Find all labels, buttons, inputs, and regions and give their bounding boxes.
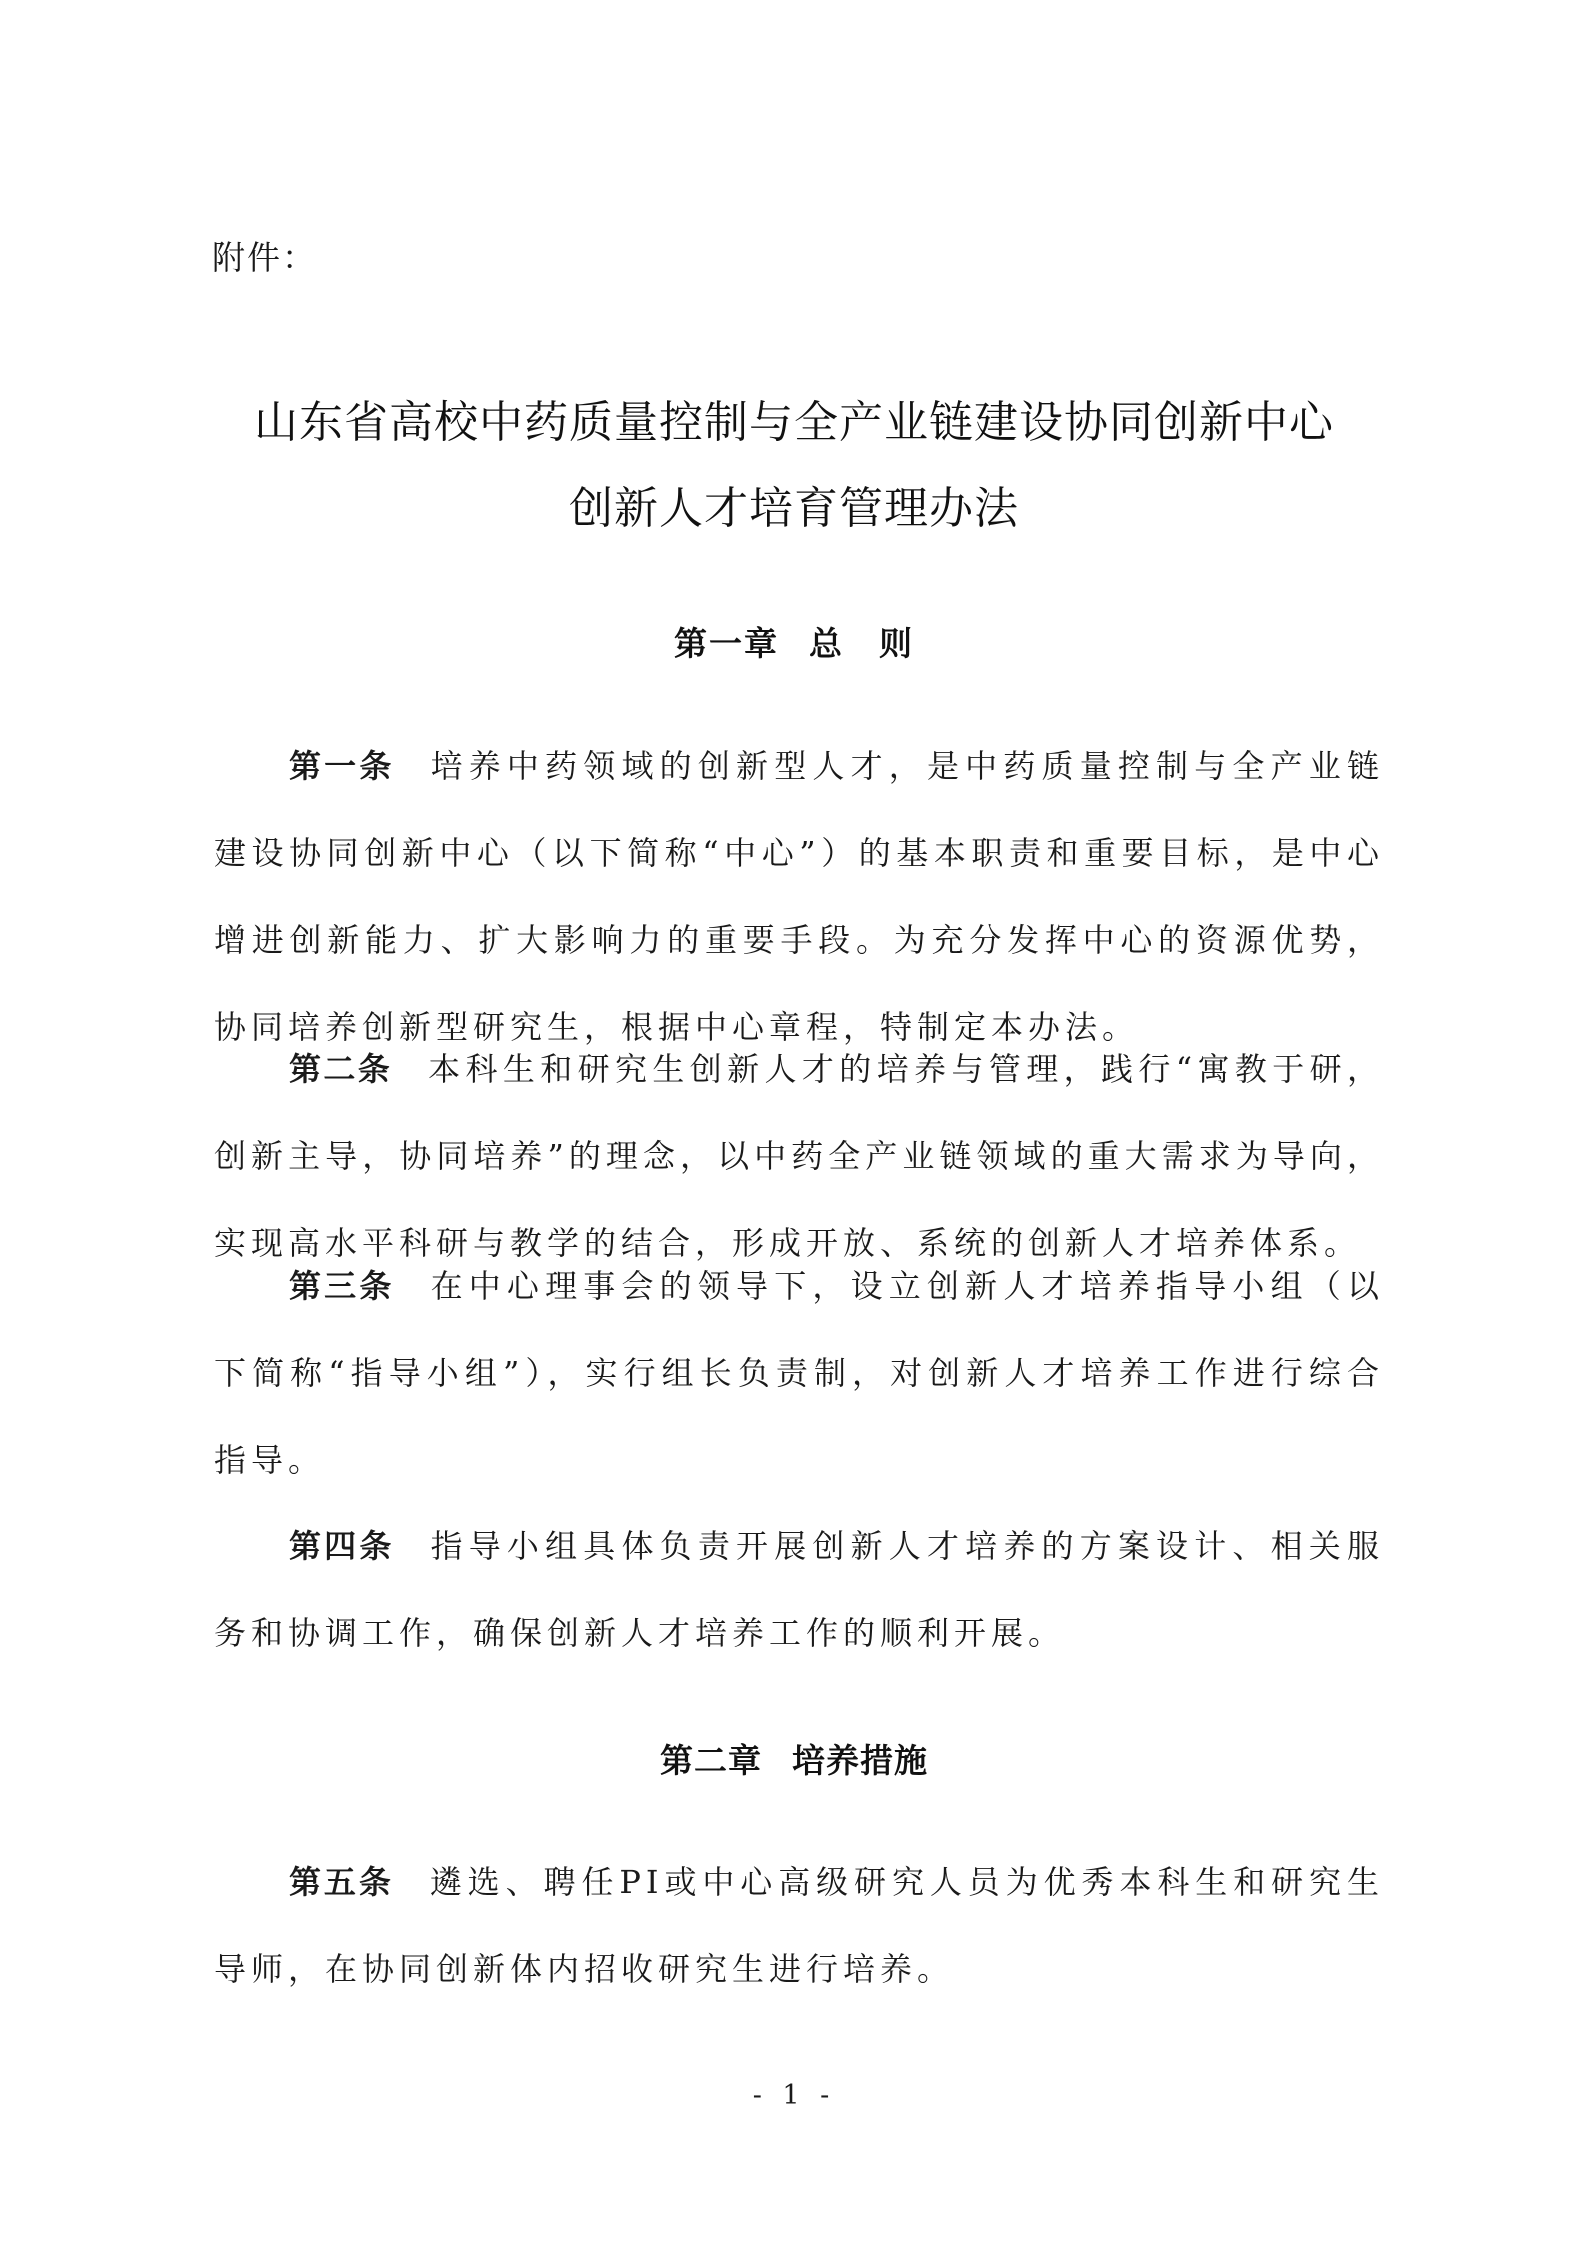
chapter-name: 培养措施 xyxy=(792,1741,928,1780)
article-text: 在中心理事会的领导下，设立创新人才培养指导小组（以下简称“指导小组”），实行组长负责制，对创新人才培养工作进行综合指导。 xyxy=(214,1267,1384,1479)
article-text: 培养中药领域的创新型人才，是中药质量控制与全产业链建设协同创新中心（以下简称“中心”）的基本职责和重要目标，是中心增进创新能力、扩大影响力的重要手段。为充分发挥中心的资源优势，协同培养创新型研究生，根据中心章程，特制定本办法。 xyxy=(214,747,1384,1046)
article-label: 第四条 xyxy=(289,1527,395,1565)
article-label: 第三条 xyxy=(289,1267,395,1305)
document-title-line-2: 创新人才培育管理办法 xyxy=(569,483,1019,534)
article-label: 第二条 xyxy=(289,1050,393,1088)
article-text: 遴选、聘任PI或中心高级研究人员为优秀本科生和研究生导师，在协同创新体内招收研究生进行培养。 xyxy=(214,1863,1384,1988)
article-1 xyxy=(214,723,1384,1071)
attachment-label: 附件： xyxy=(212,238,317,277)
document-title-line-1: 山东省高校中药质量控制与全产业链建设协同创新中心 xyxy=(254,397,1334,448)
article-text: 本科生和研究生创新人才的培养与管理，践行“寓教于研，创新主导，协同培养”的理念，以中药全产业链领域的重大需求为导向，实现高水平科研与教学的结合，形成开放、系统的创新人才培养体系。 xyxy=(214,1050,1384,1262)
article-text: 指导小组具体负责开展创新人才培养的方案设计、相关服务和协调工作，确保创新人才培养工作的顺利开展。 xyxy=(214,1527,1384,1652)
article-5 xyxy=(214,1839,1384,2013)
page-number: - 1 - xyxy=(752,2080,836,2111)
chapter-name: 总 则 xyxy=(809,624,914,663)
chapter-number: 第二章 xyxy=(660,1741,762,1780)
article-label: 第一条 xyxy=(289,747,395,785)
article-4 xyxy=(214,1503,1384,1677)
article-label: 第五条 xyxy=(289,1863,394,1901)
chapter-number: 第一章 xyxy=(674,624,779,663)
article-3 xyxy=(214,1243,1384,1504)
chapter-1-heading xyxy=(150,618,1438,665)
chapter-2-heading xyxy=(150,1735,1438,1782)
